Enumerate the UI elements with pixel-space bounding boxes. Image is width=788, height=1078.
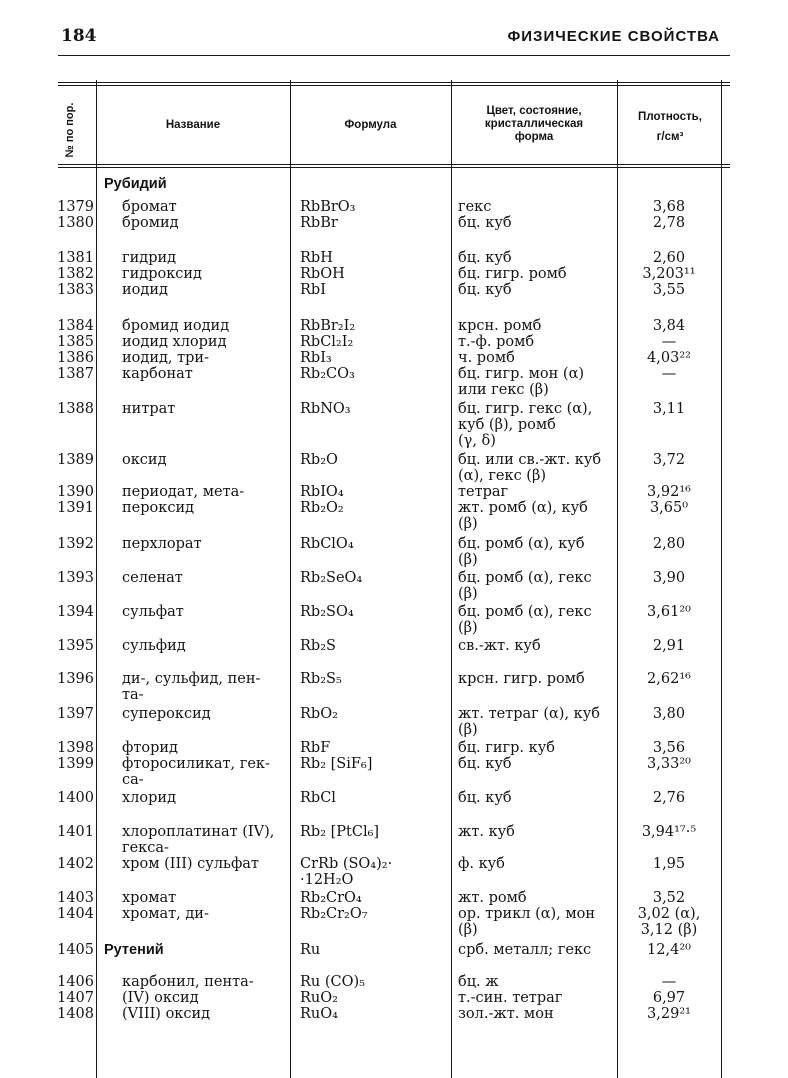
density-value: — (661, 974, 677, 990)
chemical-formula: Ru (300, 942, 321, 958)
density-value: 2,60 (652, 250, 686, 266)
density-value: 3,29²¹ (647, 1006, 691, 1022)
density-value: — (661, 366, 677, 382)
row-number: 1384 (57, 318, 94, 334)
state-description: бц. куб (458, 790, 512, 806)
compound-name: фторид (122, 740, 178, 756)
state-description: тетраг (458, 484, 509, 500)
state-description: гекс (458, 199, 492, 215)
compound-name: иодид (122, 282, 168, 298)
density-value: 1,95 (652, 856, 686, 872)
chemical-formula: RuO₄ (300, 1006, 338, 1022)
density-value: 3,94¹⁷·⁵ (641, 824, 697, 840)
compound-name: перхлорат (122, 536, 202, 552)
chemical-formula: CrRb (SO₄)₂· ·12H₂O (300, 856, 393, 888)
chemical-formula: RbCl (300, 790, 336, 806)
chemical-formula: Rb₂S₅ (300, 671, 342, 687)
density-value: 12,4²⁰ (647, 942, 691, 958)
compound-name: бромат (122, 199, 177, 215)
state-description: бц. ромб (α), гекс (β) (458, 604, 592, 636)
chemical-formula: Rb₂SeO₄ (300, 570, 363, 586)
state-description: крсн. гигр. ромб (458, 671, 585, 687)
state-description: жт. куб (458, 824, 515, 840)
density-value: 3,84 (652, 318, 686, 334)
state-description: т.-ф. ромб (458, 334, 535, 350)
state-description: ч. ромб (458, 350, 515, 366)
state-description: бц. куб (458, 756, 512, 772)
chemical-formula: Rb₂Cr₂O₇ (300, 906, 368, 922)
state-description: ор. трикл (α), мон (β) (458, 906, 596, 938)
chemical-formula: RbBrO₃ (300, 199, 356, 215)
row-number: 1391 (57, 500, 94, 516)
compound-name: карбонил, пента- (122, 974, 254, 990)
density-value: 3,92¹⁶ (647, 484, 691, 500)
page-number: 184 (61, 26, 97, 46)
compound-name: сульфат (122, 604, 184, 620)
compound-name: иодид, три- (122, 350, 209, 366)
state-description: зол.-жт. мон (458, 1006, 554, 1022)
state-description: св.-жт. куб (458, 638, 541, 654)
density-value: 3,80 (652, 706, 686, 722)
compound-name: селенат (122, 570, 183, 586)
state-description: бц. гигр. мон (α) или гекс (β) (458, 366, 585, 398)
chemical-formula: RbH (300, 250, 333, 266)
state-description: бц. ромб (α), гекс (β) (458, 570, 592, 602)
chemical-formula: RbIO₄ (300, 484, 344, 500)
compound-name: (IV) оксид (122, 990, 199, 1006)
running-title: ФИЗИЧЕСКИЕ СВОЙСТВА (507, 28, 720, 45)
compound-name: гидрид (122, 250, 177, 266)
row-number: 1403 (57, 890, 94, 906)
compound-name: хлороплатинат (IV), гекса- (122, 824, 275, 856)
compound-name: фторосиликат, гек- са- (122, 756, 270, 788)
chemical-formula: Rb₂CO₃ (300, 366, 355, 382)
compound-name: хромат, ди- (122, 906, 209, 922)
density-value: 4,03²² (647, 350, 691, 366)
row-number: 1388 (57, 401, 94, 417)
density-value: 2,78 (652, 215, 686, 231)
row-number: 1396 (57, 671, 94, 687)
compound-name: Рубидий (104, 176, 167, 192)
chemical-formula: RbBr₂I₂ (300, 318, 356, 334)
row-number: 1386 (57, 350, 94, 366)
row-number: 1390 (57, 484, 94, 500)
compound-name: (VIII) оксид (122, 1006, 211, 1022)
state-description: бц. куб (458, 215, 512, 231)
row-number: 1382 (57, 266, 94, 282)
page-header (0, 0, 788, 60)
row-number: 1387 (57, 366, 94, 382)
header-density: Плотность, г/см³ (638, 111, 702, 143)
row-number: 1395 (57, 638, 94, 654)
state-description: срб. металл; гекс (458, 942, 592, 958)
row-number: 1394 (57, 604, 94, 620)
density-value: 3,56 (652, 740, 686, 756)
density-value: 3,203¹¹ (642, 266, 696, 282)
state-description: крсн. ромб (458, 318, 542, 334)
header-rule (58, 55, 730, 56)
chemical-formula: Rb₂ [SiF₆] (300, 756, 373, 772)
density-value: 6,97 (652, 990, 686, 1006)
compound-name: карбонат (122, 366, 193, 382)
density-value: 3,55 (652, 282, 686, 298)
state-description: бц. ж (458, 974, 499, 990)
state-description: бц. гигр. гекс (α), куб (β), ромб (γ, δ) (458, 401, 593, 449)
state-description: бц. ромб (α), куб (β) (458, 536, 585, 568)
chemical-formula: Rb₂O (300, 452, 338, 468)
density-value: 3,90 (652, 570, 686, 586)
header-name: Название (165, 119, 221, 131)
density-value: 2,62¹⁶ (647, 671, 691, 687)
chemical-formula: Rb₂O₂ (300, 500, 344, 516)
density-value: 3,11 (652, 401, 686, 417)
row-number: 1408 (57, 1006, 94, 1022)
chemical-formula: RbClO₄ (300, 536, 354, 552)
compound-name: нитрат (122, 401, 176, 417)
compound-name: иодид хлорид (122, 334, 227, 350)
compound-name: Рутений (104, 942, 164, 958)
row-number: 1399 (57, 756, 94, 772)
row-number: 1392 (57, 536, 94, 552)
state-description: бц. гигр. ромб (458, 266, 567, 282)
chemical-formula: RbNO₃ (300, 401, 351, 417)
density-value: 3,33²⁰ (647, 756, 691, 772)
compound-name: сульфид (122, 638, 186, 654)
compound-name: супероксид (122, 706, 211, 722)
compound-name: периодат, мета- (122, 484, 245, 500)
chemical-formula: Rb₂ [PtCl₆] (300, 824, 380, 840)
density-value: 3,52 (652, 890, 686, 906)
row-number: 1405 (57, 942, 94, 958)
row-number: 1401 (57, 824, 94, 840)
chemical-formula: Ru (CO)₅ (300, 974, 365, 990)
chemical-formula: RbBr (300, 215, 338, 231)
compound-name: гидроксид (122, 266, 202, 282)
row-number: 1381 (57, 250, 94, 266)
state-description: жт. тетраг (α), куб (β) (458, 706, 600, 738)
table-row (0, 1006, 788, 1066)
row-number: 1379 (57, 199, 94, 215)
state-description: т.-син. тетраг (458, 990, 563, 1006)
density-value: 3,61²⁰ (647, 604, 691, 620)
row-number: 1398 (57, 740, 94, 756)
density-value: 3,02 (α), 3,12 (β) (637, 906, 701, 938)
density-value: — (661, 334, 677, 350)
state-description: бц. куб (458, 282, 512, 298)
chemical-formula: RbO₂ (300, 706, 338, 722)
density-value: 3,72 (652, 452, 686, 468)
chemical-formula: RbF (300, 740, 331, 756)
state-description: бц. гигр. куб (458, 740, 555, 756)
compound-name: бромид (122, 215, 179, 231)
chemical-formula: RbOH (300, 266, 345, 282)
state-description: жт. ромб (458, 890, 527, 906)
compound-name: пероксид (122, 500, 195, 516)
density-value: 3,65⁰ (649, 500, 689, 516)
chemical-formula: RbI₃ (300, 350, 332, 366)
row-number: 1407 (57, 990, 94, 1006)
state-description: бц. или св.-жт. куб (α), гекс (β) (458, 452, 602, 484)
row-number: 1393 (57, 570, 94, 586)
header-number-label: № по пор. (64, 102, 76, 158)
state-description: ф. куб (458, 856, 505, 872)
row-number: 1383 (57, 282, 94, 298)
row-number: 1389 (57, 452, 94, 468)
compound-name: оксид (122, 452, 167, 468)
row-number: 1404 (57, 906, 94, 922)
data-table (0, 80, 788, 1078)
compound-name: хромат (122, 890, 177, 906)
compound-name: бромид иодид (122, 318, 230, 334)
table-body (0, 80, 788, 1078)
compound-name: хлорид (122, 790, 176, 806)
state-description: жт. ромб (α), куб (β) (458, 500, 588, 532)
density-value: 2,91 (652, 638, 686, 654)
row-number: 1397 (57, 706, 94, 722)
row-number: 1406 (57, 974, 94, 990)
compound-name: ди-, сульфид, пен- та- (122, 671, 261, 703)
header-state: Цвет, состояние, кристаллическая форма (484, 105, 584, 143)
chemical-formula: RuO₂ (300, 990, 338, 1006)
chemical-formula: Rb₂CrO₄ (300, 890, 362, 906)
chemical-formula: RbI (300, 282, 326, 298)
density-value: 2,76 (652, 790, 686, 806)
density-value: 2,80 (652, 536, 686, 552)
row-number: 1402 (57, 856, 94, 872)
density-value: 3,68 (652, 199, 686, 215)
chemical-formula: Rb₂SO₄ (300, 604, 354, 620)
header-formula: Формула (344, 119, 397, 131)
state-description: бц. куб (458, 250, 512, 266)
row-number: 1385 (57, 334, 94, 350)
chemical-formula: RbCl₂I₂ (300, 334, 354, 350)
row-number: 1380 (57, 215, 94, 231)
compound-name: хром (III) сульфат (122, 856, 259, 872)
chemical-formula: Rb₂S (300, 638, 336, 654)
row-number: 1400 (57, 790, 94, 806)
